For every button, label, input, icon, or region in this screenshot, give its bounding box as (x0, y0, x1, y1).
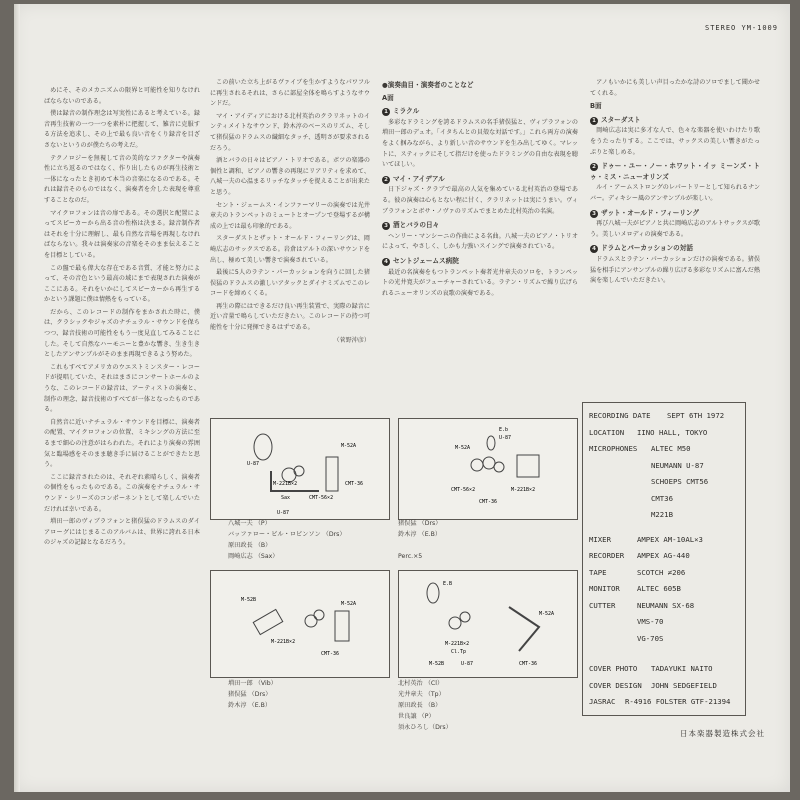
track-description: ヘンリー・マンシーニの作曲による名曲。八城一夫のピアノ・トリオによって、やさしく、しかも力強いスイングで演奏されている。 (382, 232, 578, 251)
liner-paragraph: スターダストとザット・オールド・フィーリングは、岡崎広志のサックスである。岩倉はアルトの深いサウンドを出し、極めて美しい響きで演奏されている。 (210, 235, 370, 264)
credit-row (589, 535, 703, 544)
track-number: 3 (382, 222, 390, 230)
bass-shape (427, 583, 439, 603)
credit-row (589, 510, 673, 519)
setup-1-players (228, 518, 346, 562)
liner-notes-column-2 (210, 78, 370, 398)
credit-value: SCOTCH ≠206 (637, 567, 686, 577)
recording-credits (582, 402, 746, 716)
bass-shape (254, 434, 272, 460)
mic-setup-grid (210, 402, 584, 731)
liner-paragraph: この盤で最も偉大な存在である音質、才能と努力によって、その音色という最高の域にまで表現された演奏がここにある。それをいかにしてスピーカーから再生するかという課題に僕は情熱をもっている。 (44, 264, 200, 304)
credit-row (589, 444, 691, 453)
drum-shape (483, 457, 495, 469)
credit-label: TAPE (589, 567, 607, 577)
liner-paragraph: 酒とバラの日々はピアノ・トリオである。ボツの楽器の個性と調和、ピアノの響きの再現にリアリティを求めて、八城一夫の心温まるリッチなタッチを捉えることが出来たと思う。 (210, 157, 370, 196)
player-name: 岡崎広志 （Sax） (228, 553, 279, 560)
credit-row (589, 584, 681, 593)
credit-value: TADAYUKI NAITO (651, 664, 713, 673)
mic-label: E.b (499, 427, 509, 433)
liner-paragraph: セント・ジェームス・インファーマリーの演奏では光井章夫のトランペットのミュートとオープンで登場するが構成の上では最も印象的である。 (210, 201, 370, 230)
track-number: 2 (382, 176, 390, 184)
tracklist-side-b (590, 78, 760, 398)
setup-diagram-1-svg (211, 419, 389, 519)
setup-diagram-3-svg (211, 571, 389, 677)
track-description: 日下ジャズ・クラブで最高の人気を集めている北村英治の登場である。彼の演奏は心もとない程に甘く、クラリネットは実にうまい。ヴィブラフォンとボサ・ノヴァのリズムでまとめた北村英治の名演。 (382, 186, 578, 215)
mic-stand (335, 611, 349, 641)
track-description: 岡崎広志は実に多才な人で、色々な楽器を使いわけたり歌をうたったりする。ここでは、サックスの美しい響きがたっぷりと楽しめる。 (590, 127, 760, 156)
setup-diagram-2-svg (399, 419, 577, 519)
credit-value: NEUMANN SX-68 (637, 600, 695, 610)
track-title (382, 220, 578, 231)
liner-paragraph: マイ・アイディアにおける北村英治のクラリネットのインティメイトなサウンド、鈴木淳のベースのリズム、そして猪俣猛のドラムスの繊細なタッチ、透明さが要求されるだろう。 (210, 112, 370, 152)
player-name: バッファロー・ビル・ロビンソン （Drs） (228, 531, 346, 538)
liner-paragraph: アノもいかにも美しい声目ったかな詩のソロでまして聞かせてくれる。 (590, 79, 760, 97)
track-title (382, 106, 578, 117)
credit-label: RECORDER (589, 551, 625, 560)
setup-diagram-4 (398, 570, 578, 678)
liner-paragraph: 自然音に近いナチュラル・サウンドを目標に、演奏者の配置、マイクロフォンの位置、ミキシングの方法に至るまで細心の注意がはらわれた。それにより演奏の雰囲気と臨場感をそのまま聴き手に届けることができたと思う。 (44, 418, 200, 469)
liner-paragraph: マイクロフォンは音の扉である。その選択と配置によってスピーカーから出る音の性格は決まる。録音制作者はそれを十分に理解し、最も自然な音場を再現しなければならない。我々は演奏家の音楽をそのまま伝えることを目標としている。 (44, 209, 200, 259)
player-name: 鈴木淳 （E.B） (228, 702, 272, 709)
mic-label: M-221B×2 (271, 639, 296, 645)
player-name: 増田一郎 （Vib） (228, 680, 277, 687)
mic-label: M-52A (455, 445, 471, 451)
liner-paragraph: 最後に5人のラテン・パーカッションを向うに回した猪俣猛のドラムスの激しいアタックとダイナミズムでこのレコードを締めくくる。 (210, 269, 370, 298)
track-title (590, 208, 760, 219)
player-name: 鈴木淳 （E.B） (398, 531, 442, 538)
credit-label: MIXER (589, 534, 611, 544)
track-title (590, 243, 760, 254)
player-name: 猪俣猛 （Drs） (228, 691, 272, 698)
credit-row (589, 428, 707, 437)
credit-value: JOHN SEDGEFIELD (651, 680, 717, 690)
track-number: 4 (590, 245, 598, 253)
drum-shape (460, 612, 470, 622)
tracklist-heading: ●演奏曲目・演奏者のことなど (382, 81, 474, 89)
credit-row (589, 681, 717, 690)
liner-paragraph: テクノロジーを無視して音の美的なファクターや演奏性に立ち返るのではなく、作り出したものが再生技術と一体になったとき初めて本当の音楽になるのである。それは録音そのものではなく、演奏者を介した表現を尊重することなのだ。 (44, 154, 200, 204)
setup-3-players (228, 678, 277, 711)
track-title (590, 115, 760, 126)
track-name: セントジェームス病院 (393, 256, 459, 265)
mic-label: U-87 (277, 510, 290, 516)
player-name: 世良譲 （P） (398, 713, 435, 720)
mic-label: M-221B×2 (511, 487, 536, 493)
credit-row (589, 461, 704, 470)
credit-row (589, 411, 724, 420)
setup-diagram-2 (398, 418, 578, 520)
drum-shape (305, 615, 317, 627)
track-number: 4 (382, 258, 390, 266)
liner-paragraph: めにそ、そのメカニズムの限界と可能性を知りなければならないのである。 (44, 87, 200, 105)
vibraphone-shape (253, 609, 283, 634)
track-name: 酒とバラの日々 (393, 221, 440, 230)
credit-label: CUTTER (589, 600, 616, 610)
credit-value: SEPT 6TH 1972 (667, 411, 725, 420)
liner-paragraph: 僕は録音の制作理念は写実性にあると考えている。録音再生技術の一つ一つを素朴に把握して、雑音に克服する方法を追求し、その上で最も良い音をくり録音を目ざさないというのが僕たちの考えだ。 (44, 110, 200, 149)
credit-value: R-4916 FOLSTER GTF-21394 (625, 697, 731, 706)
credit-value: SCHOEPS CMT56 (651, 477, 709, 486)
mic-label: Sax (281, 495, 291, 501)
mic-label: E.B (443, 581, 453, 587)
mic-label: CMT-36 (479, 499, 498, 505)
credit-label: MICROPHONES (589, 444, 638, 453)
credit-value: VG-70S (637, 633, 664, 643)
credit-row (589, 697, 730, 706)
credit-row (589, 634, 663, 643)
track-name: ミラクル (393, 107, 420, 116)
credit-row (589, 494, 673, 503)
catalog-number: STEREO YM-1009 (704, 24, 778, 32)
track-description: 再び八城一夫がピアノと共に岡崎広志のアルトサックスが歌う。美しいメロディの演奏である。 (590, 220, 760, 238)
mic-label: CMT-56×2 (309, 495, 334, 501)
player-name: 原田政長 （B） (398, 702, 442, 709)
liner-paragraph: ここに録音されたのは、それぞれ素晴らしく、演奏者の個性をもったものである。この演奏をナチュラル・サウンド・シリーズのコンポーネントとして楽しんでいただければ幸いである。 (44, 473, 200, 513)
side-a-label: A面 (382, 93, 394, 102)
drum-shape (494, 462, 504, 472)
player-name: 光井章夫 （Tp） (398, 691, 445, 698)
track-description: ルイ・アームストロングのレパートリーとして知られるナンバー。ディキシー風のアンサンブルが楽しい。 (590, 184, 760, 202)
track-title (382, 256, 578, 267)
mic-label: M-221B×2 (273, 481, 298, 487)
bass-shape (487, 436, 495, 450)
mic-label: CMT-36 (519, 661, 538, 667)
track-number: 3 (590, 210, 598, 218)
setup-4-players (398, 678, 452, 733)
drum-shape (294, 466, 304, 476)
setup-diagram-3 (210, 570, 390, 678)
mic-label: M-52A (341, 443, 357, 449)
mic-label: Cl.Tp (451, 649, 467, 655)
credit-label: COVER DESIGN (589, 680, 642, 690)
player-name: 須永ひろし（Drs） (398, 724, 452, 731)
credit-row (589, 568, 685, 577)
liner-paragraph: これもすべてアメリカのウエストミンスター・レコードが提唱していた、それはまさにコンサートホールのような、このレコードの録音は、アーティストの演奏と、制作の理念、録音技術のすべてが一体となったものである。 (44, 363, 200, 414)
track-number: 1 (590, 117, 598, 125)
player-name: 八城一夫 （P） (228, 520, 271, 527)
player-name (398, 540, 441, 551)
mic-label: M-52B (241, 597, 257, 603)
credit-label: COVER PHOTO (589, 664, 638, 673)
credit-label: LOCATION (589, 427, 625, 437)
mic-label: M-52B (429, 661, 445, 667)
track-name: ドラムとパーカッションの対話 (601, 244, 693, 253)
credit-value: AMPEX AG-440 (637, 551, 690, 560)
liner-paragraph: 再生の際にはできるだけ良い再生装置で、実際の録音に近い音量で鳴らしていただきたい。このレコードの持つ可能性を十分に発揮できるはずである。 (210, 302, 370, 332)
credit-row (589, 551, 690, 560)
piano-shape (509, 607, 539, 651)
side-b-label: B面 (590, 102, 602, 111)
credit-value: IINO HALL, TOKYO (637, 427, 708, 437)
credit-row (589, 601, 694, 610)
player-name: 猪俣猛 （Drs） (398, 520, 442, 527)
credit-value: M221B (651, 510, 673, 519)
setup-diagram-1 (210, 418, 390, 520)
track-name: マイ・アイデアル (393, 174, 445, 183)
credit-value: AMPEX AM-10AL×3 (637, 534, 703, 544)
credit-value: CMT36 (651, 493, 673, 503)
player-name: Perc.×5 (398, 553, 423, 560)
player-name: 北村英治 （Cl） (398, 680, 444, 687)
sheet-fold (14, 4, 20, 792)
mic-label: U-87 (461, 661, 474, 667)
mic-label: CMT-56×2 (451, 487, 476, 493)
mic-label: M-52A (341, 601, 357, 607)
mic-label: CMT-36 (345, 481, 364, 487)
perc-shape (517, 455, 539, 477)
credit-row (589, 617, 663, 626)
liner-paragraph: 増田一郎のヴィブラフォンと猪俣猛のドラムスのダイアローグにはじまるこのアルバムは、世界に誇れる日本のジャズの記録となるだろう。 (44, 518, 200, 547)
mic-stand (326, 457, 338, 491)
author-signature: （菅野沖彦） (333, 336, 370, 344)
tracklist-side-a (382, 78, 578, 398)
credit-value: ALTEC M50 (651, 444, 691, 453)
track-description: ドラムスとラテン・パーカッションだけの演奏である。猪俣猛を相手にアンサンブルの繰り広げる多彩なリズムに富んだ熱演を楽しんでいただきたい。 (590, 255, 760, 285)
track-description: 多彩なドラミングを誇るドラムスの名手猪俣猛と、ヴィブラフォンの増田一郎のデュオ。「イタちんとの貝殻な対話です。」これら両方の演奏をよく掴みながら、より新しい音のサウンドを生み出してゆく。マレットに、スティックにそして指だけを使ったドラミングの自由な表現を聴いてほしい。 (382, 118, 578, 169)
mic-label: CMT-36 (321, 651, 340, 657)
credit-row (589, 664, 713, 673)
liner-notes-column-1 (44, 86, 200, 716)
mic-label: U-87 (499, 435, 512, 441)
drum-shape (314, 610, 324, 620)
credit-row (589, 477, 708, 486)
liner-paragraph: だから、このレコードの制作をまかされた時に、僕は、クラシックやジャズのナチュラル・サウンドを保ちつつ、録音技術の可能性をもう一度見直してみることにした。そして自然なハーモニーと豊かな響き、生き生きとしたアンサンブルがそのまま再現できるよう努めた。 (44, 308, 200, 359)
player-name: 原田政長 （B） (228, 542, 272, 549)
credit-value: ALTEC 605B (637, 584, 681, 593)
track-number: 2 (590, 163, 598, 171)
liner-paragraph: この前いた立ち上がるヴァイブを生かすようなパワフルに再生されるそれは、さらに部屋全体を鳴らすようなサウンドだ。 (210, 79, 370, 108)
mic-label: U-87 (247, 461, 260, 467)
credit-label: RECORDING DATE (589, 411, 651, 420)
mic-label: M-221B×2 (445, 641, 470, 647)
credit-value: VMS-70 (637, 617, 664, 626)
setup-2-players (398, 518, 441, 562)
drum-shape (449, 617, 461, 629)
track-title (590, 161, 760, 182)
track-name: ドゥー・ユー・ノー・ホワット・イッ ミーンズ・トゥ・ミス・ニューオリンズ (590, 162, 760, 181)
credit-label: MONITOR (589, 584, 620, 593)
drum-shape (471, 459, 483, 471)
credit-value: NEUMANN U-87 (651, 460, 704, 470)
track-description: 最近の名演奏をもつトランペット奏者光井章夫のソロを、トランペットの光井寛夫がフューチャーされている。ラテン・リズムで繰り広げられるニューオリンズの哀歌の演奏である。 (382, 268, 578, 297)
track-name: スターダスト (601, 115, 641, 124)
track-title (382, 174, 578, 185)
publisher-name: 日本楽器製造株式会社 (680, 729, 765, 738)
setup-diagram-4-svg (399, 571, 577, 677)
track-number: 1 (382, 108, 390, 116)
track-name: ザット・オールド・フィーリング (601, 208, 699, 217)
credit-label: JASRAC (589, 697, 616, 706)
mic-label: M-52A (539, 611, 555, 617)
